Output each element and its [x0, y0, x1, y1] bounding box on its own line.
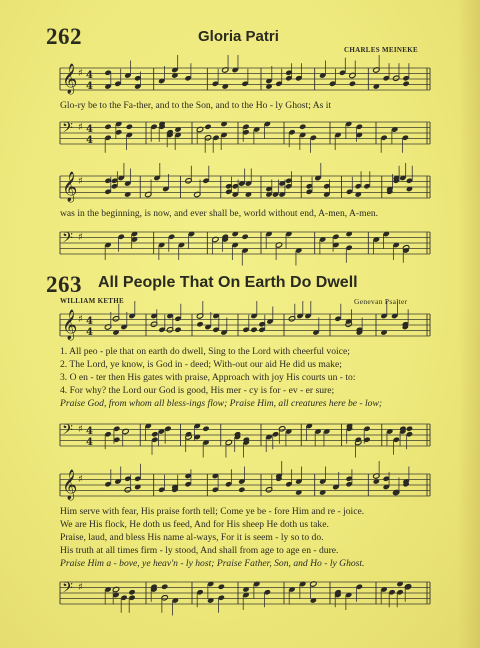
- bass-staff-263-2: [0, 578, 480, 614]
- treble-staff-263-1: [0, 310, 480, 346]
- tune-source-263: Genevan Psalter: [354, 297, 408, 306]
- note-head: [204, 124, 211, 130]
- treble-staff-263-2: [0, 470, 480, 506]
- key-signature-sharp-icon: ♯: [78, 424, 83, 435]
- hymn-number-263: 263: [46, 272, 82, 297]
- key-signature-sharp-icon: ♯: [78, 582, 83, 593]
- time-signature-bottom: 4: [86, 327, 93, 338]
- verse-4-line-a: 4. For why? the Lord our God is good, His mer - cy is for - ev - er sure;: [60, 385, 335, 396]
- bass-clef-icon: 𝄢: [62, 580, 73, 600]
- note-head: [161, 584, 168, 590]
- treble-staff-262-2: [0, 172, 480, 208]
- bass-staff-262-1: [0, 118, 480, 154]
- note-head: [299, 124, 306, 130]
- time-signature-top: 4: [86, 124, 93, 135]
- treble-clef-icon: 𝄞: [62, 310, 78, 340]
- treble-clef-icon: 𝄞: [62, 172, 78, 202]
- lyric-line-262-2: was in the beginning, is now, and ever shall be, world without end, A-men, A-men.: [60, 208, 379, 219]
- hymn-title-262: Gloria Patri: [198, 28, 279, 45]
- verse-1-line-b: Him serve with fear, His praise forth tell; Come ye be - fore Him and re - joice.: [60, 506, 365, 517]
- note-head: [126, 124, 133, 130]
- bass-staff-263-1: [0, 420, 480, 456]
- bass-clef-icon: 𝄢: [62, 120, 73, 140]
- note-head: [196, 321, 203, 327]
- lyric-line-262-1: Glo-ry be to the Fa-ther, and to the Son, and to the Ho - ly Ghost; As it: [60, 100, 332, 111]
- verse-2-line-a: 2. The Lord, ye know, is God in - deed; With-out our aid He did us make;: [60, 359, 342, 370]
- time-signature-bottom: 4: [86, 437, 93, 448]
- treble-clef-icon: 𝄞: [62, 470, 78, 500]
- verse-1-line-a: 1. All peo - ple that on earth do dwell, Sing to the Lord with cheerful voice;: [60, 346, 350, 357]
- doxology-line-b: Praise Him a - bove, ye heav'n - ly host; Praise Father, Son, and Ho - ly Ghost.: [60, 558, 365, 569]
- note-head: [250, 327, 257, 333]
- bass-clef-icon: 𝄢: [62, 230, 73, 250]
- composer-credit-262: CHARLES MEINEKE: [344, 46, 418, 54]
- note-head: [202, 426, 209, 432]
- bass-clef-icon: 𝄢: [62, 422, 73, 442]
- time-signature-top: 4: [86, 316, 93, 327]
- key-signature-sharp-icon: ♯: [78, 176, 83, 187]
- verse-3-line-a: 3. O en - ter then His gates with praise, Approach with joy His courts un - to:: [60, 372, 356, 383]
- time-signature-top: 4: [86, 70, 93, 81]
- time-signature-bottom: 4: [86, 135, 93, 146]
- note-head: [128, 589, 135, 595]
- note-head: [402, 81, 409, 87]
- verse-2-line-b: We are His flock, He doth us feed, And for His sheep He doth us take.: [60, 519, 329, 530]
- key-signature-sharp-icon: ♯: [78, 122, 83, 133]
- verse-4-line-b: His truth at all times firm - ly stood, And shall from age to age en - dure.: [60, 545, 339, 556]
- key-signature-sharp-icon: ♯: [78, 474, 83, 485]
- author-credit-263: WILLIAM KETHE: [60, 297, 124, 305]
- treble-staff-262-1: [0, 64, 480, 100]
- hymn-title-263: All People That On Earth Do Dwell: [98, 274, 358, 291]
- note-head: [238, 487, 245, 493]
- note-head: [406, 426, 413, 432]
- note-head: [218, 584, 225, 590]
- treble-clef-icon: 𝄞: [62, 64, 78, 94]
- note-head: [349, 81, 356, 87]
- note-head: [241, 234, 248, 240]
- note-head: [151, 431, 158, 437]
- bass-staff-262-2: [0, 228, 480, 264]
- time-signature-bottom: 4: [86, 81, 93, 92]
- key-signature-sharp-icon: ♯: [78, 314, 83, 325]
- key-signature-sharp-icon: ♯: [78, 68, 83, 79]
- note-head: [104, 124, 111, 130]
- note-head: [174, 327, 181, 333]
- time-signature-top: 4: [86, 426, 93, 437]
- key-signature-sharp-icon: ♯: [78, 232, 83, 243]
- hymn-number-262: 262: [46, 24, 82, 49]
- doxology-line-a: Praise God, from whom all bless-ings flow; Praise Him, all creatures here be - low;: [60, 398, 383, 409]
- verse-3-line-b: Praise, laud, and bless His name al-ways, For it is seem - ly so to do.: [60, 532, 324, 543]
